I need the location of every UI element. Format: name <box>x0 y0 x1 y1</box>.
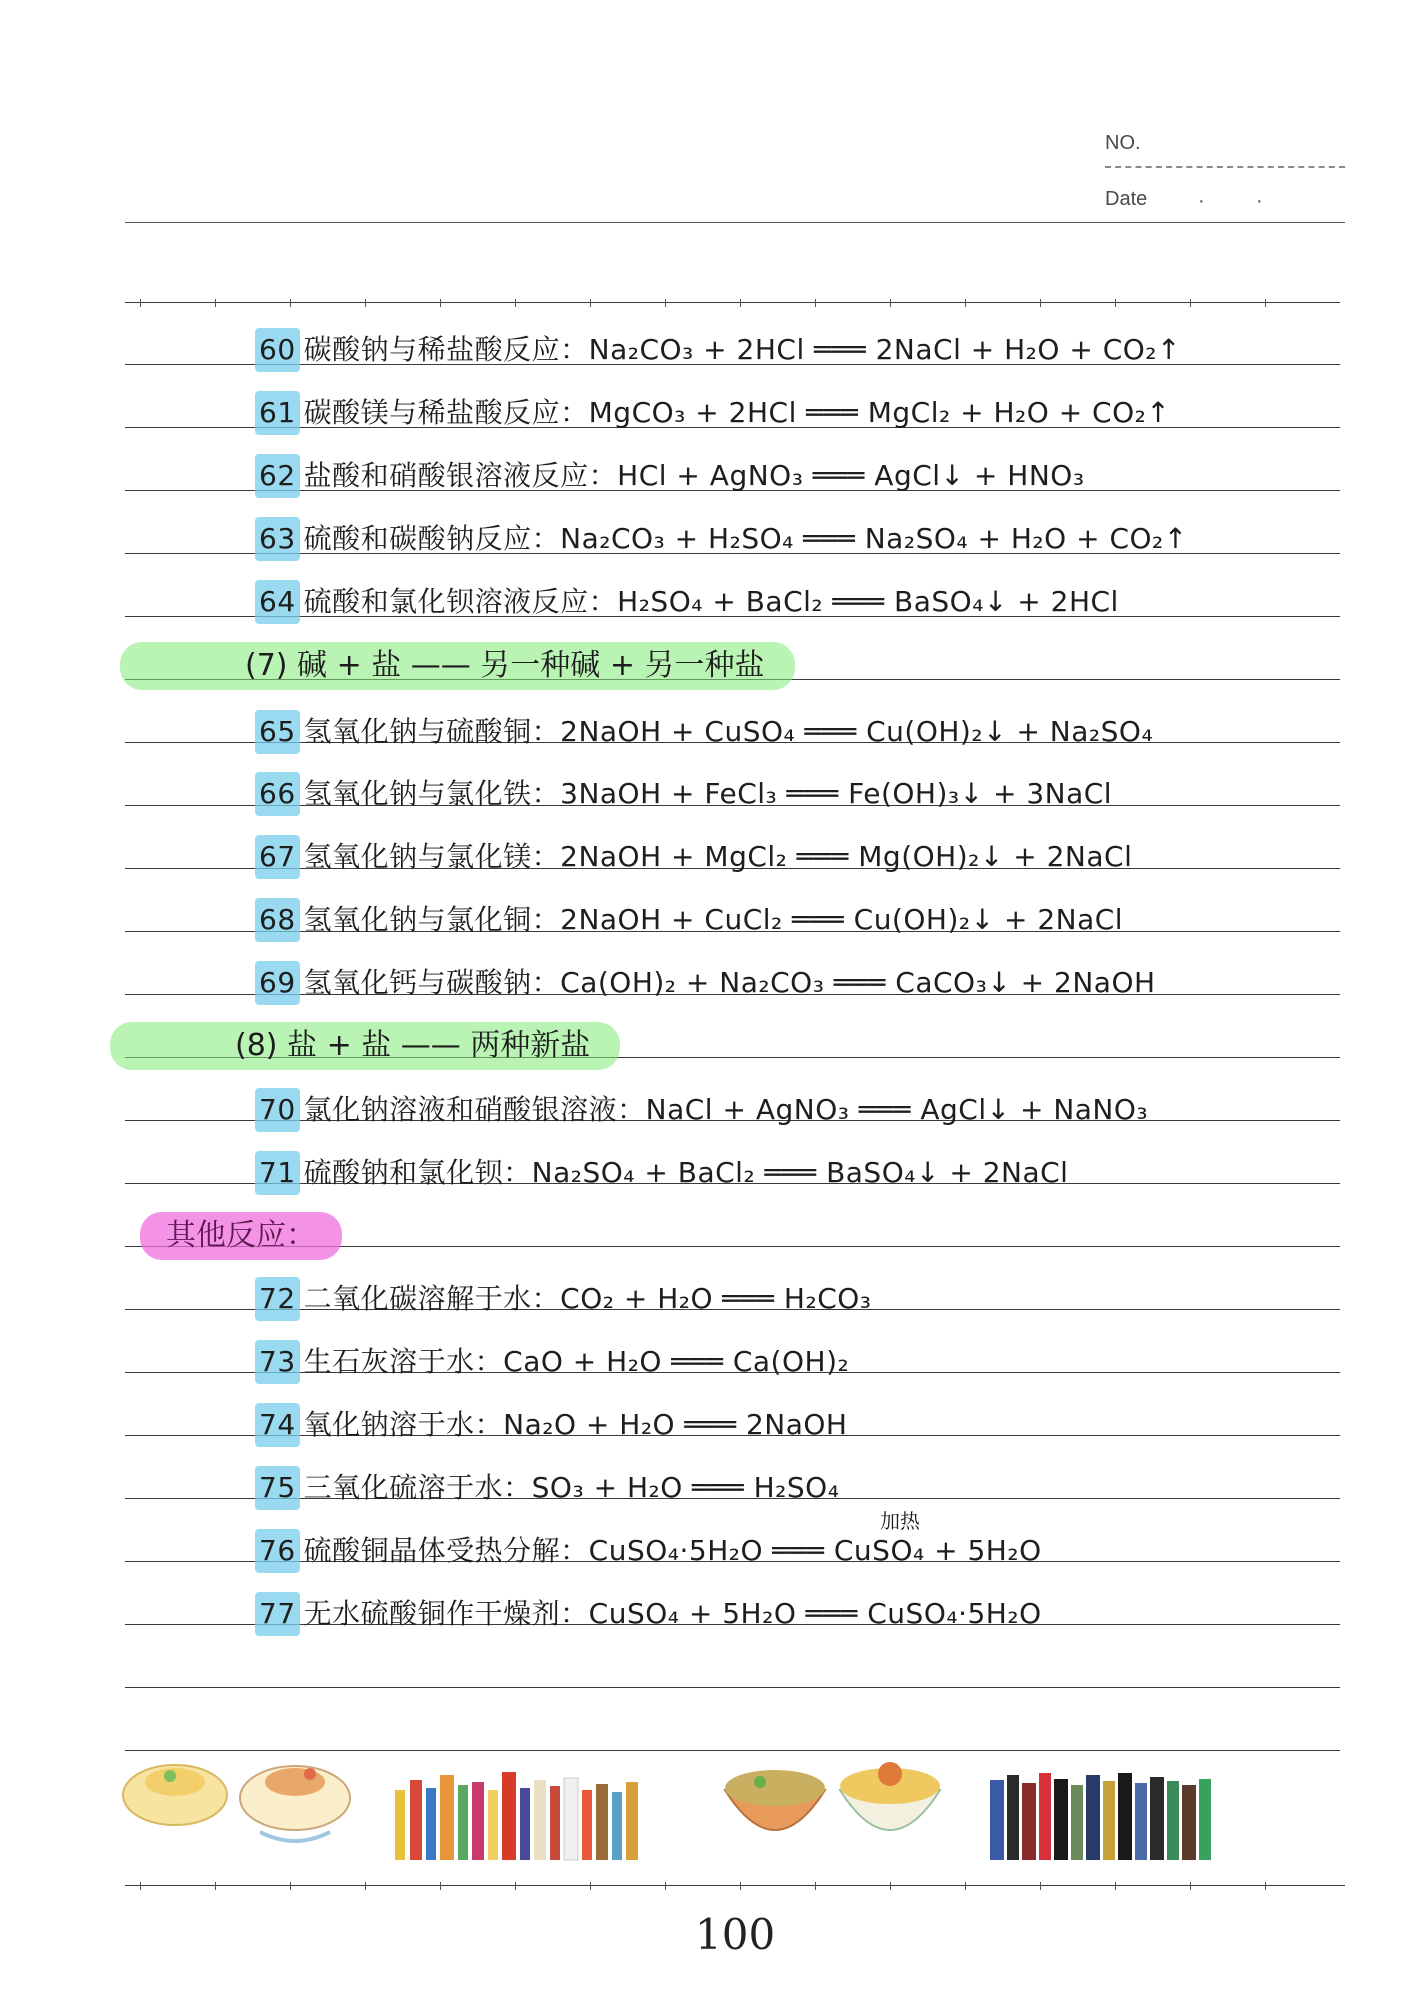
reaction-62 <box>255 454 1085 498</box>
reaction-text: 氢氧化钠与氯化铁：3NaOH + FeCl₃ ═══ Fe(OH)₃↓ + 3NaCl <box>303 777 1113 810</box>
heat-condition-label: 加热 <box>880 1509 920 1533</box>
reaction-text: 硫酸和氯化钡溶液反应：H₂SO₄ + BaCl₂ ═══ BaSO₄↓ + 2HCl <box>303 585 1119 618</box>
rule-tick <box>440 299 441 307</box>
rule-tick <box>740 299 741 307</box>
reaction-number: 65 <box>255 710 300 754</box>
rule-tick <box>815 1882 816 1890</box>
rule-tick <box>140 299 141 307</box>
reaction-74 <box>255 1403 847 1447</box>
rule-tick <box>740 1882 741 1890</box>
reaction-number: 76 <box>255 1529 300 1573</box>
section-7-heading: (7) 碱 + 盐 —— 另一种碱 + 另一种盐 <box>120 642 795 690</box>
reaction-number: 62 <box>255 454 300 498</box>
date-label: Date <box>1105 188 1148 210</box>
reaction-text: 氧化钠溶于水：Na₂O + H₂O ═══ 2NaOH <box>303 1408 848 1441</box>
reaction-65 <box>255 710 1153 754</box>
reaction-75 <box>255 1466 839 1510</box>
reaction-67 <box>255 835 1132 879</box>
reaction-text: 无水硫酸铜作干燥剂：CuSO₄ + 5H₂O ═══ CuSO₄·5H₂O <box>303 1597 1042 1630</box>
reaction-text: 二氧化碳溶解于水：CO₂ + H₂O ═══ H₂CO₃ <box>303 1282 872 1315</box>
reaction-number: 67 <box>255 835 300 879</box>
rule-tick <box>440 1882 441 1890</box>
rule-tick <box>1115 299 1116 307</box>
reaction-number: 77 <box>255 1592 300 1636</box>
reaction-text: 氢氧化钠与硫酸铜：2NaOH + CuSO₄ ═══ Cu(OH)₂↓ + Na₂SO₄ <box>303 715 1154 748</box>
rule-tick <box>1040 299 1041 307</box>
reaction-number: 70 <box>255 1088 300 1132</box>
book-row-illustration-left <box>390 1760 670 1870</box>
reaction-68 <box>255 898 1123 942</box>
reaction-text: 盐酸和硝酸银溶液反应：HCl + AgNO₃ ═══ AgCl↓ + HNO₃ <box>303 459 1085 492</box>
reaction-text: 氢氧化钠与氯化镁：2NaOH + MgCl₂ ═══ Mg(OH)₂↓ + 2NaCl <box>303 840 1133 873</box>
reaction-number: 72 <box>255 1277 300 1321</box>
no-label: NO. <box>1105 132 1141 154</box>
reaction-number: 61 <box>255 391 300 435</box>
reaction-number: 74 <box>255 1403 300 1447</box>
reaction-text: 氢氧化钙与碳酸钠：Ca(OH)₂ + Na₂CO₃ ═══ CaCO₃↓ + 2NaOH <box>303 966 1156 999</box>
reaction-text: 硫酸铜晶体受热分解：CuSO₄·5H₂O ═══ CuSO₄ + 5H₂O <box>303 1534 1042 1567</box>
reaction-77 <box>255 1592 1042 1636</box>
rule-tick <box>965 1882 966 1890</box>
section-8-heading: (8) 盐 + 盐 —— 两种新盐 <box>110 1022 620 1070</box>
ruled-line <box>125 222 1345 223</box>
date-dot-1: · <box>1198 190 1205 212</box>
book-row-illustration-right <box>985 1755 1235 1865</box>
reaction-71 <box>255 1151 1068 1195</box>
reaction-73 <box>255 1340 849 1384</box>
rule-tick <box>1190 1882 1191 1890</box>
reaction-63 <box>255 517 1188 561</box>
rule-tick <box>215 1882 216 1890</box>
ruled-line <box>125 1687 1340 1688</box>
reaction-text: 碳酸钠与稀盐酸反应：Na₂CO₃ + 2HCl ═══ 2NaCl + H₂O + CO₂↑ <box>303 333 1181 366</box>
reaction-text: 氢氧化钠与氯化铜：2NaOH + CuCl₂ ═══ Cu(OH)₂↓ + 2NaCl <box>303 903 1124 936</box>
food-bowls-illustration-right <box>715 1740 955 1860</box>
ruled-line <box>125 1885 1345 1886</box>
rule-tick <box>290 1882 291 1890</box>
no-dashed-line <box>1105 166 1345 168</box>
rule-tick <box>365 299 366 307</box>
reaction-number: 75 <box>255 1466 300 1510</box>
rule-tick <box>890 299 891 307</box>
rule-tick <box>515 1882 516 1890</box>
reaction-number: 68 <box>255 898 300 942</box>
reaction-number: 64 <box>255 580 300 624</box>
page-number: 100 <box>695 1910 776 1959</box>
reaction-number: 73 <box>255 1340 300 1384</box>
other-reactions-heading: 其他反应： <box>140 1212 342 1260</box>
rule-tick <box>890 1882 891 1890</box>
reaction-text: 硫酸和碳酸钠反应：Na₂CO₃ + H₂SO₄ ═══ Na₂SO₄ + H₂O + CO₂↑ <box>303 522 1188 555</box>
reaction-61 <box>255 391 1170 435</box>
rule-tick <box>140 1882 141 1890</box>
rule-tick <box>590 1882 591 1890</box>
rule-tick <box>215 299 216 307</box>
reaction-number: 60 <box>255 328 300 372</box>
reaction-text: 硫酸钠和氯化钡：Na₂SO₄ + BaCl₂ ═══ BaSO₄↓ + 2NaCl <box>303 1156 1069 1189</box>
reaction-76 <box>255 1529 1042 1573</box>
rule-tick <box>365 1882 366 1890</box>
rule-tick <box>1040 1882 1041 1890</box>
rule-tick <box>965 299 966 307</box>
rule-tick <box>515 299 516 307</box>
reaction-number: 71 <box>255 1151 300 1195</box>
rule-tick <box>1265 1882 1266 1890</box>
reaction-number: 69 <box>255 961 300 1005</box>
rule-tick <box>1115 1882 1116 1890</box>
reaction-72 <box>255 1277 872 1321</box>
rule-tick <box>1190 299 1191 307</box>
reaction-text: 氯化钠溶液和硝酸银溶液：NaCl + AgNO₃ ═══ AgCl↓ + NaNO₃ <box>303 1093 1149 1126</box>
rule-tick <box>590 299 591 307</box>
reaction-64 <box>255 580 1119 624</box>
date-dot-2: · <box>1256 190 1263 212</box>
rule-tick <box>290 299 291 307</box>
rule-tick <box>815 299 816 307</box>
reaction-66 <box>255 772 1112 816</box>
reaction-text: 三氧化硫溶于水：SO₃ + H₂O ═══ H₂SO₄ <box>303 1471 840 1504</box>
ruled-line <box>125 302 1340 303</box>
food-bowls-illustration-left <box>120 1740 370 1850</box>
rule-tick <box>665 1882 666 1890</box>
reaction-70 <box>255 1088 1148 1132</box>
reaction-text: 生石灰溶于水：CaO + H₂O ═══ Ca(OH)₂ <box>303 1345 850 1378</box>
rule-tick <box>1265 299 1266 307</box>
reaction-69 <box>255 961 1156 1005</box>
reaction-number: 63 <box>255 517 300 561</box>
reaction-60 <box>255 328 1181 372</box>
rule-tick <box>665 299 666 307</box>
reaction-text: 碳酸镁与稀盐酸反应：MgCO₃ + 2HCl ═══ MgCl₂ + H₂O + CO₂↑ <box>303 396 1171 429</box>
reaction-number: 66 <box>255 772 300 816</box>
